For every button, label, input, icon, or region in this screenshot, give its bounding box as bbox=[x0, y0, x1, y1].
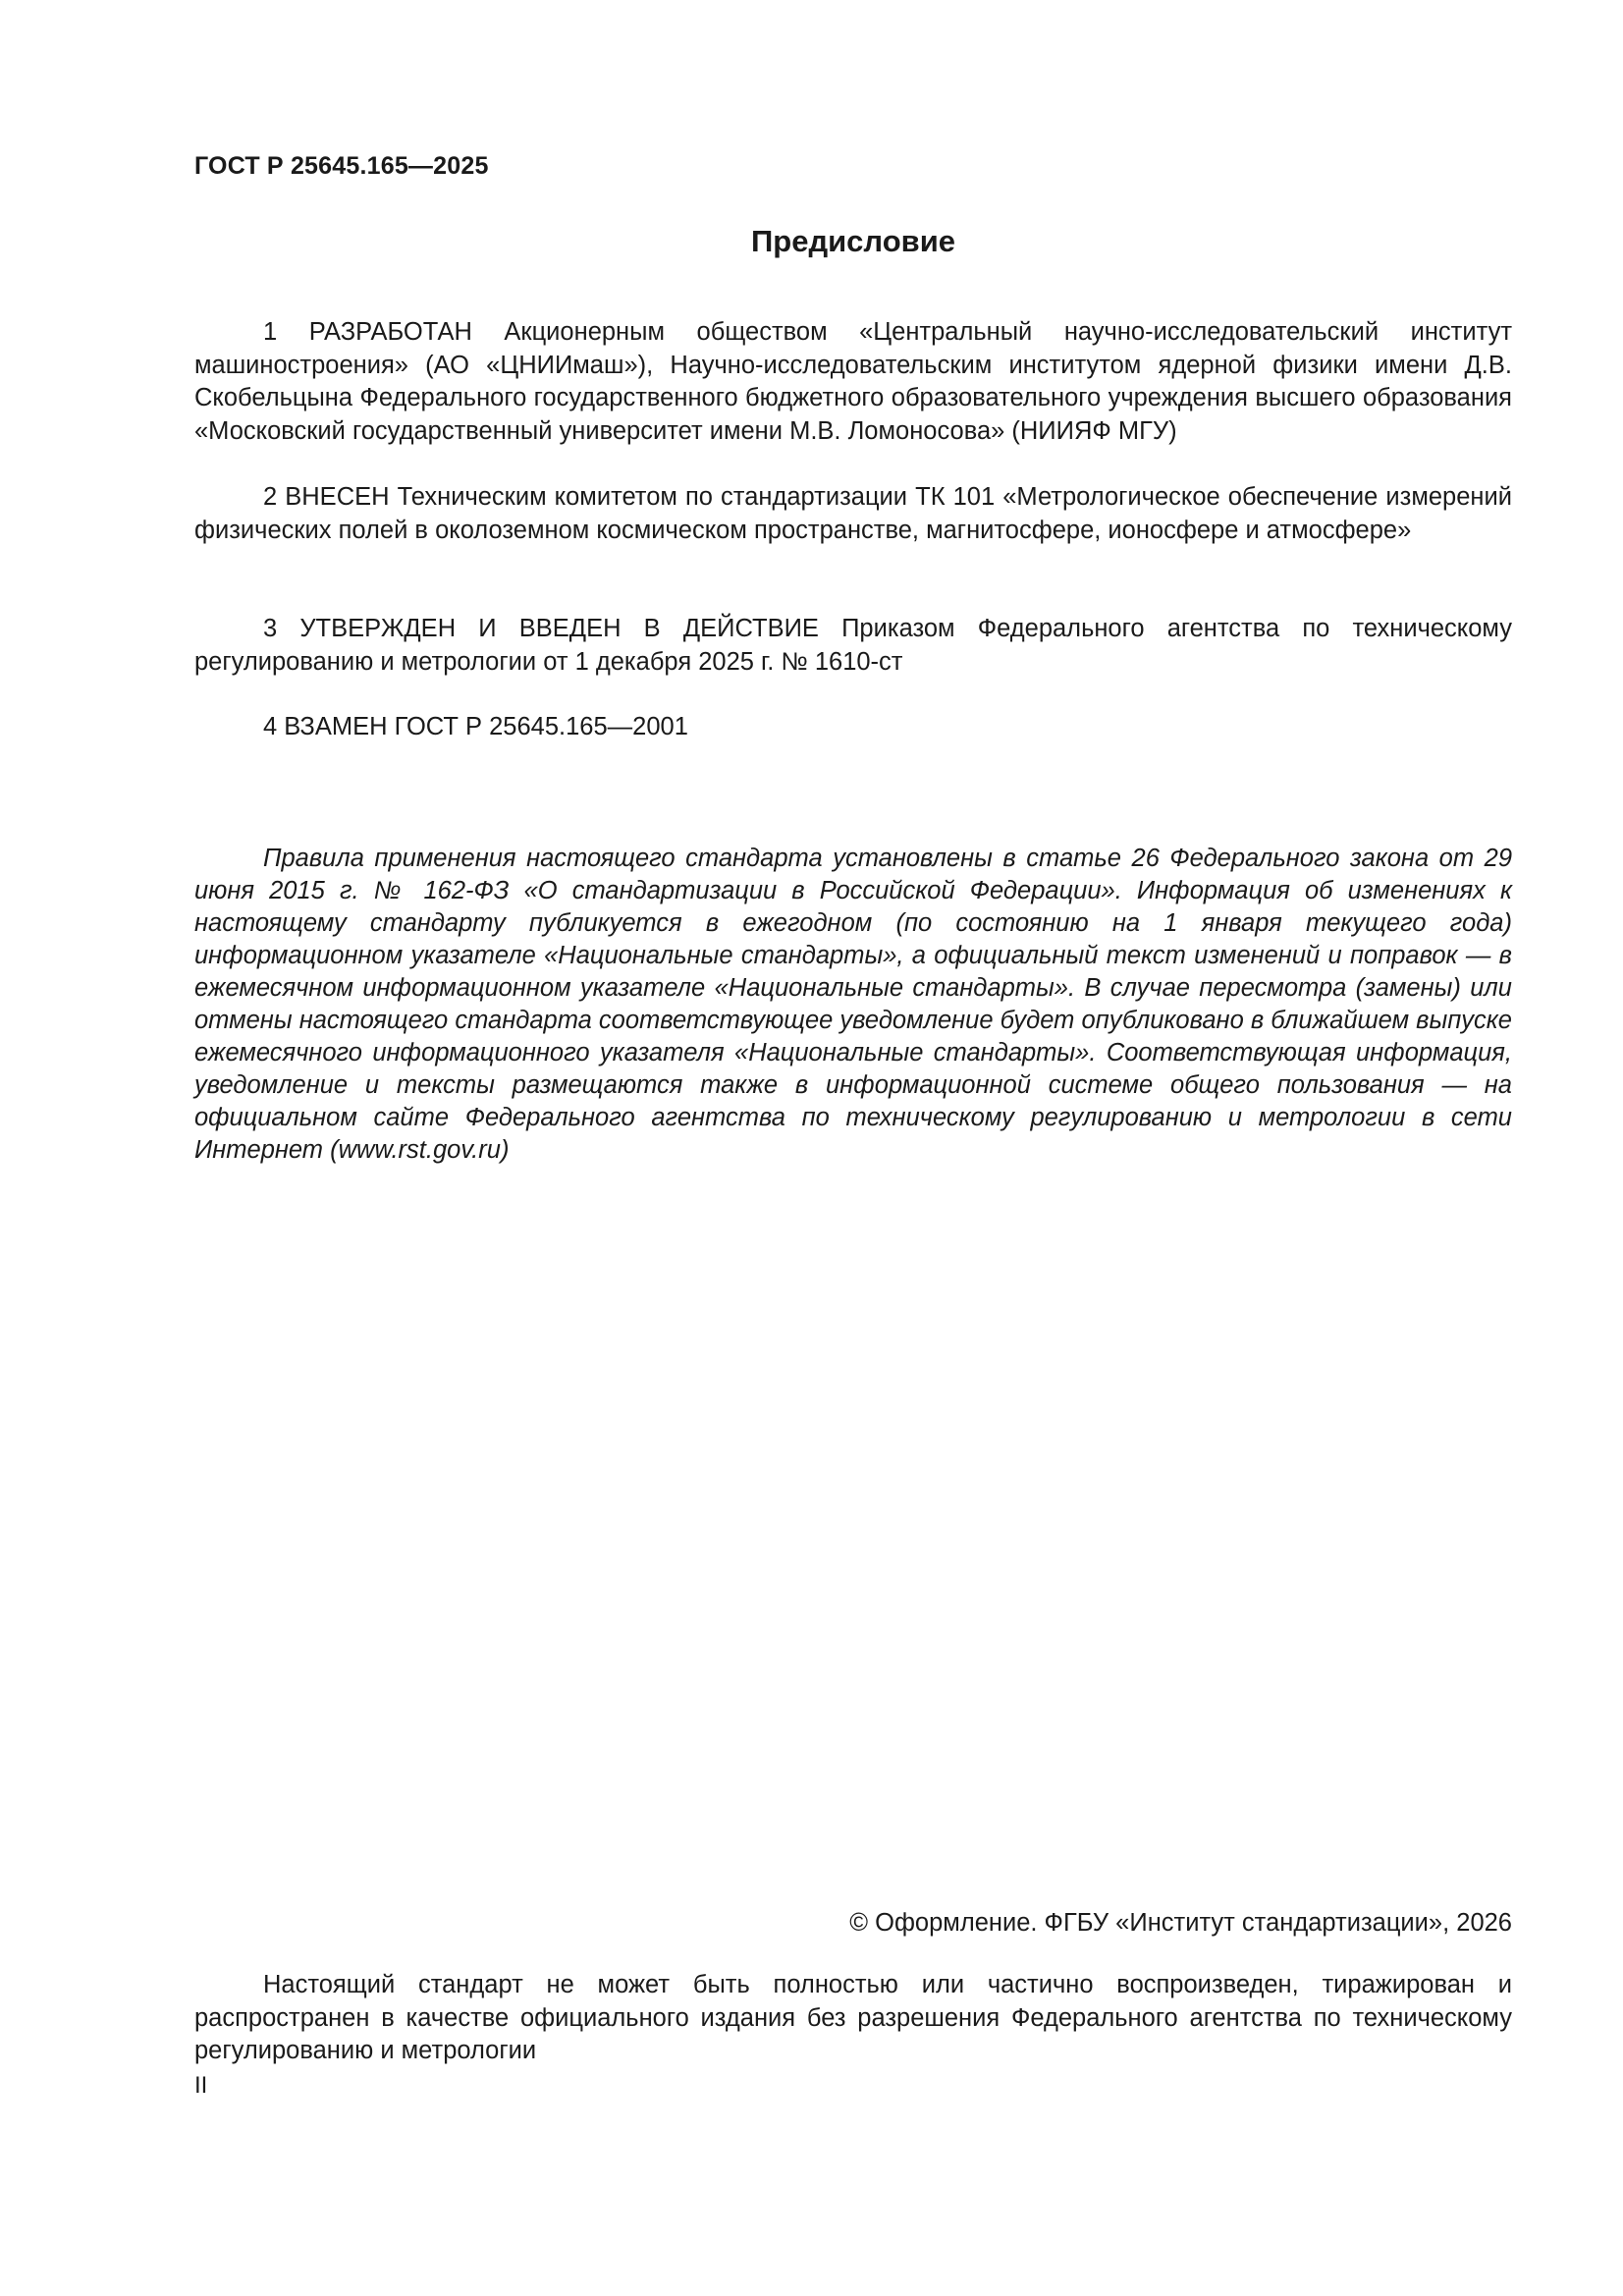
copyright-line: © Оформление. ФГБУ «Институт стандартизации», 2026 bbox=[849, 1909, 1512, 1937]
document-code: ГОСТ Р 25645.165—2025 bbox=[194, 152, 489, 180]
reproduction-notice: Настоящий стандарт не может быть полностью или частично воспроизведен, тиражирован и распространен в качестве официального издания без разрешения Федерального агентства по техническому регулированию и метрологии bbox=[194, 1971, 1512, 2064]
page-title: Предисловие bbox=[750, 224, 955, 258]
foreword-item-introduced: 2 ВНЕСЕН Техническим комитетом по стандартизации ТК 101 «Метрологическое обеспечение измерений физических полей в околоземном космическом пространстве, магнитосфере, ионосфере и атмосфере» bbox=[194, 483, 1512, 544]
application-rules-notice: Правила применения настоящего стандарта установлены в статье 26 Федерального закона от 29 июня 2015 г. № 162-ФЗ «О стандартизации в Российской Федерации». Информация об изменениях к настоящему стандарту публикуется в ежегодном (по состоянию на 1 января текущего года) информационном указателе «Национальные стандарты», а официальный текст изменений и поправок — в ежемесячном информационном указателе «Национальные стандарты». В случае пересмотра (замены) или отмены настоящего стандарта соответствующее уведомление будет опубликовано в ближайшем выпуске ежемесячного информационного указателя «Национальные стандарты». Соответствующая информация, уведомление и тексты размещаются также в информационной системе общего пользования — на официальном сайте Федерального агентства по техническому регулированию и метрологии в сети Интернет (www.rst.gov.ru) bbox=[194, 845, 1512, 1164]
foreword-item-developed: 1 РАЗРАБОТАН Акционерным обществом «Центральный научно-исследовательский институт машиностроения» (АО «ЦНИИмаш»), Научно-исследовательским институтом ядерной физики имени Д.В. Скобельцына Федерального государственного бюджетного образовательного учреждения высшего образования «Московский государственный университет имени М.В. Ломоносова» (НИИЯФ МГУ) bbox=[194, 318, 1512, 445]
foreword-item-approved: 3 УТВЕРЖДЕН И ВВЕДЕН В ДЕЙСТВИЕ Приказом Федерального агентства по техническому регулированию и метрологии от 1 декабря 2025 г. № 1610-ст bbox=[194, 615, 1512, 676]
page-number: II bbox=[194, 2072, 208, 2099]
foreword-item-replaces: 4 ВЗАМЕН ГОСТ Р 25645.165—2001 bbox=[263, 713, 688, 740]
